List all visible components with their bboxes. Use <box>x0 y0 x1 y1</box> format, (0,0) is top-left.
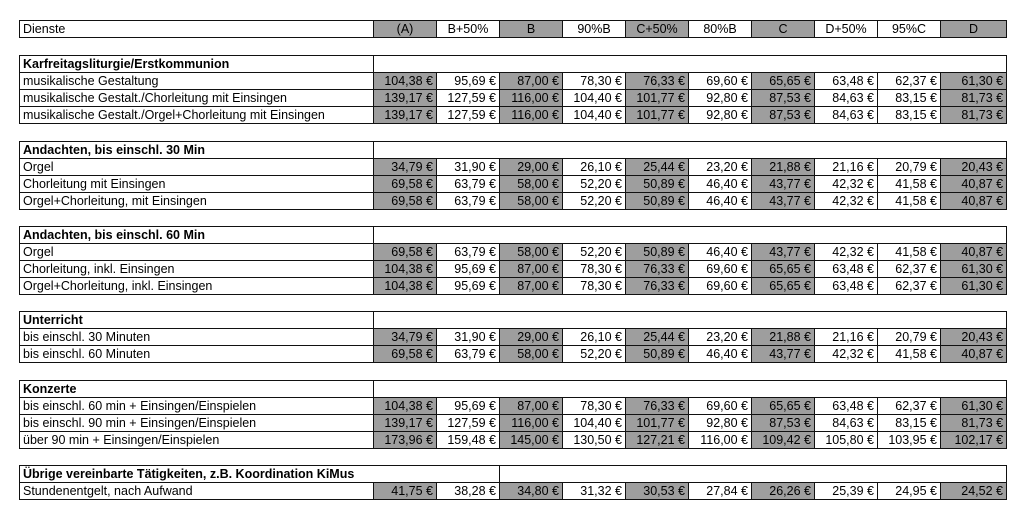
rate-cell: 61,30 € <box>941 278 1007 295</box>
row-label: bis einschl. 30 Minuten <box>20 329 374 346</box>
rate-cell: 20,43 € <box>941 329 1007 346</box>
rate-cell: 23,20 € <box>689 329 752 346</box>
rate-cell: 92,80 € <box>689 90 752 107</box>
rate-cell: 104,38 € <box>374 261 437 278</box>
rate-cell: 52,20 € <box>563 193 626 210</box>
rate-cell: 104,38 € <box>374 398 437 415</box>
rate-cell: 41,58 € <box>878 176 941 193</box>
rate-cell: 87,53 € <box>752 90 815 107</box>
rate-cell: 46,40 € <box>689 176 752 193</box>
row-label: musikalische Gestalt./Orgel+Chorleitung mit Einsingen <box>20 107 374 124</box>
rate-cell: 69,58 € <box>374 244 437 261</box>
rate-cell: 69,60 € <box>689 278 752 295</box>
row-label: Orgel <box>20 159 374 176</box>
section-title: Andachten, bis einschl. 60 Min <box>20 227 374 244</box>
section-title: Unterricht <box>20 312 374 329</box>
rate-cell: 41,58 € <box>878 244 941 261</box>
rate-cell: 101,77 € <box>626 107 689 124</box>
rate-cell: 104,40 € <box>563 415 626 432</box>
rate-cell: 76,33 € <box>626 73 689 90</box>
rate-cell: 78,30 € <box>563 261 626 278</box>
rate-cell: 76,33 € <box>626 278 689 295</box>
rate-cell: 159,48 € <box>437 432 500 449</box>
rate-cell: 83,15 € <box>878 415 941 432</box>
rate-cell: 173,96 € <box>374 432 437 449</box>
row-label: musikalische Gestalt./Chorleitung mit Einsingen <box>20 90 374 107</box>
rate-cell: 127,59 € <box>437 90 500 107</box>
table-row <box>20 90 1007 107</box>
rate-table-section <box>19 226 1007 295</box>
rate-cell: 27,84 € <box>689 483 752 500</box>
rate-cell: 34,80 € <box>500 483 563 500</box>
section-title-blank <box>374 56 1007 73</box>
rate-cell: 52,20 € <box>563 244 626 261</box>
rate-cell: 127,59 € <box>437 415 500 432</box>
rate-cell: 127,59 € <box>437 107 500 124</box>
table-row <box>20 278 1007 295</box>
rate-cell: 69,60 € <box>689 261 752 278</box>
rate-cell: 116,00 € <box>500 415 563 432</box>
table-row <box>20 415 1007 432</box>
row-label: bis einschl. 60 Minuten <box>20 346 374 363</box>
row-label: Orgel <box>20 244 374 261</box>
rate-table-section <box>19 141 1007 210</box>
table-row <box>20 159 1007 176</box>
rate-cell: 40,87 € <box>941 346 1007 363</box>
rate-cell: 95,69 € <box>437 73 500 90</box>
row-label: bis einschl. 60 min + Einsingen/Einspielen <box>20 398 374 415</box>
section-title-row <box>20 142 1007 159</box>
rate-cell: 83,15 € <box>878 90 941 107</box>
rate-cell: 25,44 € <box>626 159 689 176</box>
row-label: Stundenentgelt, nach Aufwand <box>20 483 374 500</box>
rate-cell: 50,89 € <box>626 346 689 363</box>
rate-cell: 31,32 € <box>563 483 626 500</box>
column-header: C+50% <box>626 21 689 38</box>
rate-cell: 104,40 € <box>563 90 626 107</box>
table-row <box>20 329 1007 346</box>
table-row <box>20 193 1007 210</box>
rate-cell: 63,48 € <box>815 73 878 90</box>
rate-cell: 21,16 € <box>815 159 878 176</box>
rate-cell: 23,20 € <box>689 159 752 176</box>
row-label: Chorleitung, inkl. Einsingen <box>20 261 374 278</box>
rate-cell: 43,77 € <box>752 176 815 193</box>
rate-cell: 127,21 € <box>626 432 689 449</box>
table-row <box>20 244 1007 261</box>
section-title-row <box>20 227 1007 244</box>
rate-cell: 78,30 € <box>563 73 626 90</box>
rate-cell: 30,53 € <box>626 483 689 500</box>
header-row <box>20 21 1007 38</box>
column-header: 90%B <box>563 21 626 38</box>
rate-cell: 76,33 € <box>626 398 689 415</box>
rate-cell: 42,32 € <box>815 176 878 193</box>
row-label: Chorleitung mit Einsingen <box>20 176 374 193</box>
rate-cell: 29,00 € <box>500 329 563 346</box>
rate-cell: 31,90 € <box>437 159 500 176</box>
rate-cell: 95,69 € <box>437 261 500 278</box>
rate-cell: 62,37 € <box>878 261 941 278</box>
section-title: Andachten, bis einschl. 30 Min <box>20 142 374 159</box>
rate-cell: 65,65 € <box>752 73 815 90</box>
rate-cell: 63,79 € <box>437 346 500 363</box>
row-label: Orgel+Chorleitung, mit Einsingen <box>20 193 374 210</box>
section-title-row <box>20 56 1007 73</box>
rate-table-section <box>19 380 1007 449</box>
rate-cell: 61,30 € <box>941 398 1007 415</box>
rate-cell: 65,65 € <box>752 278 815 295</box>
rate-cell: 95,69 € <box>437 278 500 295</box>
rate-table-section <box>19 465 1007 500</box>
rate-cell: 21,88 € <box>752 329 815 346</box>
rate-cell: 40,87 € <box>941 244 1007 261</box>
column-header: 80%B <box>689 21 752 38</box>
rate-cell: 84,63 € <box>815 415 878 432</box>
rate-cell: 58,00 € <box>500 193 563 210</box>
rate-cell: 42,32 € <box>815 346 878 363</box>
rate-cell: 101,77 € <box>626 415 689 432</box>
column-header: B <box>500 21 563 38</box>
rate-cell: 58,00 € <box>500 176 563 193</box>
rate-cell: 116,00 € <box>500 107 563 124</box>
rate-cell: 69,60 € <box>689 398 752 415</box>
rate-cell: 76,33 € <box>626 261 689 278</box>
rate-cell: 63,79 € <box>437 193 500 210</box>
rate-cell: 87,53 € <box>752 107 815 124</box>
rate-cell: 78,30 € <box>563 278 626 295</box>
rate-cell: 20,43 € <box>941 159 1007 176</box>
rate-cell: 139,17 € <box>374 107 437 124</box>
rate-cell: 95,69 € <box>437 398 500 415</box>
section-title-blank <box>374 381 1007 398</box>
rate-cell: 52,20 € <box>563 346 626 363</box>
table-row <box>20 73 1007 90</box>
section-title-blank <box>374 312 1007 329</box>
row-label: Orgel+Chorleitung, inkl. Einsingen <box>20 278 374 295</box>
rate-cell: 46,40 € <box>689 346 752 363</box>
rate-cell: 69,58 € <box>374 193 437 210</box>
row-label: über 90 min + Einsingen/Einspielen <box>20 432 374 449</box>
rate-cell: 65,65 € <box>752 398 815 415</box>
section-title-row <box>20 312 1007 329</box>
rate-cell: 46,40 € <box>689 193 752 210</box>
rate-cell: 34,79 € <box>374 329 437 346</box>
rate-cell: 20,79 € <box>878 329 941 346</box>
column-header: D+50% <box>815 21 878 38</box>
rate-cell: 26,26 € <box>752 483 815 500</box>
rate-cell: 69,58 € <box>374 346 437 363</box>
rate-table-header <box>19 20 1007 38</box>
column-header: D <box>941 21 1007 38</box>
rate-cell: 40,87 € <box>941 193 1007 210</box>
section-title-blank <box>374 142 1007 159</box>
rate-table-section <box>19 55 1007 124</box>
rate-cell: 62,37 € <box>878 73 941 90</box>
rate-cell: 92,80 € <box>689 415 752 432</box>
section-title-row <box>20 466 1007 483</box>
rate-cell: 25,39 € <box>815 483 878 500</box>
rate-cell: 145,00 € <box>500 432 563 449</box>
section-title: Konzerte <box>20 381 374 398</box>
rate-cell: 104,40 € <box>563 107 626 124</box>
rate-cell: 92,80 € <box>689 107 752 124</box>
rate-cell: 31,90 € <box>437 329 500 346</box>
rate-cell: 24,95 € <box>878 483 941 500</box>
row-label: musikalische Gestaltung <box>20 73 374 90</box>
rate-table-section <box>19 311 1007 363</box>
table-row <box>20 346 1007 363</box>
rate-cell: 139,17 € <box>374 415 437 432</box>
rate-cell: 52,20 € <box>563 176 626 193</box>
rate-cell: 43,77 € <box>752 346 815 363</box>
rate-cell: 102,17 € <box>941 432 1007 449</box>
rate-cell: 29,00 € <box>500 159 563 176</box>
table-row <box>20 261 1007 278</box>
rate-cell: 26,10 € <box>563 159 626 176</box>
rate-cell: 81,73 € <box>941 90 1007 107</box>
rate-cell: 84,63 € <box>815 107 878 124</box>
rate-cell: 58,00 € <box>500 244 563 261</box>
rate-cell: 116,00 € <box>500 90 563 107</box>
rate-cell: 58,00 € <box>500 346 563 363</box>
table-row <box>20 432 1007 449</box>
rate-cell: 62,37 € <box>878 278 941 295</box>
section-title: Karfreitagsliturgie/Erstkommunion <box>20 56 374 73</box>
rate-cell: 83,15 € <box>878 107 941 124</box>
column-header: 95%C <box>878 21 941 38</box>
rate-cell: 139,17 € <box>374 90 437 107</box>
rate-cell: 81,73 € <box>941 415 1007 432</box>
rate-cell: 24,52 € <box>941 483 1007 500</box>
table-row <box>20 483 1007 500</box>
table-row <box>20 176 1007 193</box>
header-label: Dienste <box>20 21 374 38</box>
rate-cell: 41,58 € <box>878 346 941 363</box>
rate-cell: 26,10 € <box>563 329 626 346</box>
rate-cell: 69,58 € <box>374 176 437 193</box>
table-row <box>20 107 1007 124</box>
row-label: bis einschl. 90 min + Einsingen/Einspielen <box>20 415 374 432</box>
rate-cell: 43,77 € <box>752 244 815 261</box>
rate-cell: 63,48 € <box>815 278 878 295</box>
rate-cell: 50,89 € <box>626 193 689 210</box>
rate-cell: 40,87 € <box>941 176 1007 193</box>
rate-cell: 38,28 € <box>437 483 500 500</box>
rate-cell: 87,00 € <box>500 398 563 415</box>
rate-cell: 61,30 € <box>941 261 1007 278</box>
rate-cell: 87,00 € <box>500 261 563 278</box>
column-header: C <box>752 21 815 38</box>
rate-cell: 84,63 € <box>815 90 878 107</box>
rate-cell: 41,58 € <box>878 193 941 210</box>
rate-cell: 105,80 € <box>815 432 878 449</box>
rate-cell: 50,89 € <box>626 176 689 193</box>
rate-cell: 63,48 € <box>815 398 878 415</box>
rate-cell: 42,32 € <box>815 244 878 261</box>
table-row <box>20 398 1007 415</box>
rate-cell: 103,95 € <box>878 432 941 449</box>
rate-cell: 63,79 € <box>437 244 500 261</box>
rate-cell: 41,75 € <box>374 483 437 500</box>
rate-cell: 62,37 € <box>878 398 941 415</box>
rate-cell: 65,65 € <box>752 261 815 278</box>
rate-cell: 61,30 € <box>941 73 1007 90</box>
rate-cell: 87,00 € <box>500 73 563 90</box>
rate-cell: 130,50 € <box>563 432 626 449</box>
rate-cell: 34,79 € <box>374 159 437 176</box>
rate-cell: 63,48 € <box>815 261 878 278</box>
section-title-row <box>20 381 1007 398</box>
rate-cell: 46,40 € <box>689 244 752 261</box>
rate-cell: 42,32 € <box>815 193 878 210</box>
rate-cell: 81,73 € <box>941 107 1007 124</box>
rate-cell: 101,77 € <box>626 90 689 107</box>
rate-cell: 43,77 € <box>752 193 815 210</box>
column-header: (A) <box>374 21 437 38</box>
rate-cell: 116,00 € <box>689 432 752 449</box>
rate-cell: 21,88 € <box>752 159 815 176</box>
rate-cell: 109,42 € <box>752 432 815 449</box>
rate-cell: 20,79 € <box>878 159 941 176</box>
section-title-blank <box>500 466 1007 483</box>
rate-cell: 104,38 € <box>374 73 437 90</box>
rate-cell: 87,00 € <box>500 278 563 295</box>
rate-cell: 104,38 € <box>374 278 437 295</box>
rate-cell: 87,53 € <box>752 415 815 432</box>
rate-cell: 78,30 € <box>563 398 626 415</box>
rate-cell: 63,79 € <box>437 176 500 193</box>
section-title-blank <box>374 227 1007 244</box>
column-header: B+50% <box>437 21 500 38</box>
rate-cell: 69,60 € <box>689 73 752 90</box>
section-title: Übrige vereinbarte Tätigkeiten, z.B. Koordination KiMus <box>20 466 500 483</box>
rate-cell: 21,16 € <box>815 329 878 346</box>
rate-cell: 25,44 € <box>626 329 689 346</box>
rate-cell: 50,89 € <box>626 244 689 261</box>
